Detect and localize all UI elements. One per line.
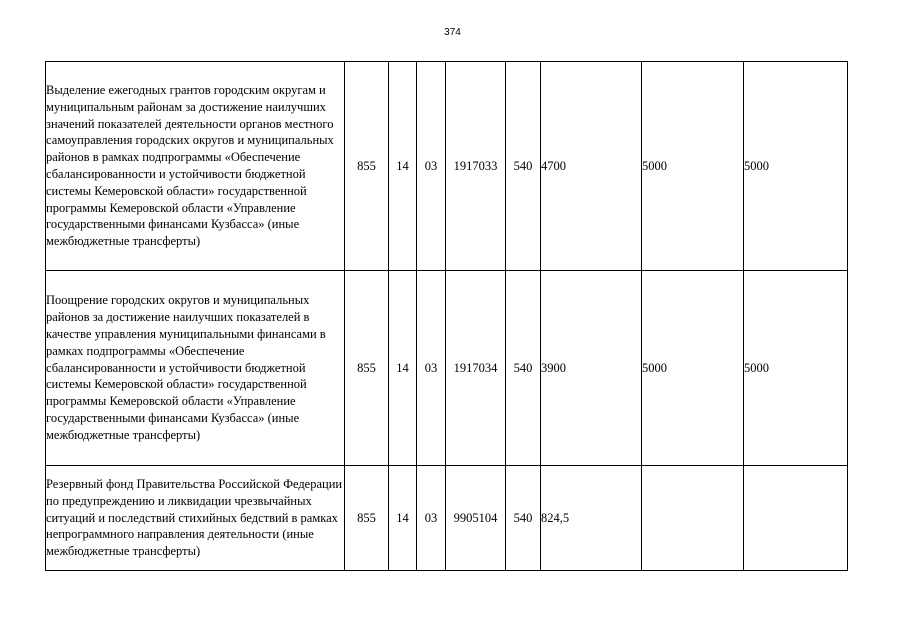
ministry-code: 855 bbox=[345, 62, 389, 271]
section-code: 14 bbox=[389, 271, 417, 466]
subsection-code: 03 bbox=[417, 466, 446, 571]
row-description: Резервный фонд Правительства Российской Федерации по предупреждению и ликвидации чрезвычайных ситуаций и последствий стихийных бедствий в рамках непрограммного направления деятельности (иные межбюджетные трансферты) bbox=[46, 466, 345, 571]
subsection-code: 03 bbox=[417, 271, 446, 466]
target-article-code: 9905104 bbox=[446, 466, 506, 571]
amount-cell-1: 4700 bbox=[541, 62, 642, 271]
amount-cell-1: 824,5 bbox=[541, 466, 642, 571]
expense-type-code: 540 bbox=[506, 62, 541, 271]
target-article-code: 1917033 bbox=[446, 62, 506, 271]
ministry-code: 855 bbox=[345, 271, 389, 466]
amount-cell-1: 3900 bbox=[541, 271, 642, 466]
table-row bbox=[46, 271, 848, 466]
amount-cell-3 bbox=[744, 466, 848, 571]
subsection-code: 03 bbox=[417, 62, 446, 271]
amount-cell-3: 5000 bbox=[744, 62, 848, 271]
amount-cell-2: 5000 bbox=[642, 62, 744, 271]
expense-type-code: 540 bbox=[506, 466, 541, 571]
table-row bbox=[46, 466, 848, 571]
section-code: 14 bbox=[389, 466, 417, 571]
row-description: Выделение ежегодных грантов городским округам и муниципальным районам за достижение наилучших значений показателей деятельности органов местного самоуправления городских округов и муниципальных районов в рамках подпрограммы «Обеспечение сбалансированности и устойчивости бюджетной системы Кемеровской области» государственной программы Кемеровской области «Управление государственными финансами Кузбасса» (иные межбюджетные трансферты) bbox=[46, 62, 345, 271]
ministry-code: 855 bbox=[345, 466, 389, 571]
amount-cell-3: 5000 bbox=[744, 271, 848, 466]
amount-cell-2 bbox=[642, 466, 744, 571]
budget-table bbox=[45, 61, 848, 571]
expense-type-code: 540 bbox=[506, 271, 541, 466]
section-code: 14 bbox=[389, 62, 417, 271]
page-number: 374 bbox=[444, 27, 461, 38]
target-article-code: 1917034 bbox=[446, 271, 506, 466]
amount-cell-2: 5000 bbox=[642, 271, 744, 466]
row-description: Поощрение городских округов и муниципальных районов за достижение наилучших показателей в качестве управления муниципальными финансами в рамках подпрограммы «Обеспечение сбалансированности и устойчивости бюджетной системы Кемеровской области» государственной программы Кемеровской области «Управление государственными финансами Кузбасса» (иные межбюджетные трансферты) bbox=[46, 271, 345, 466]
table-row bbox=[46, 62, 848, 271]
